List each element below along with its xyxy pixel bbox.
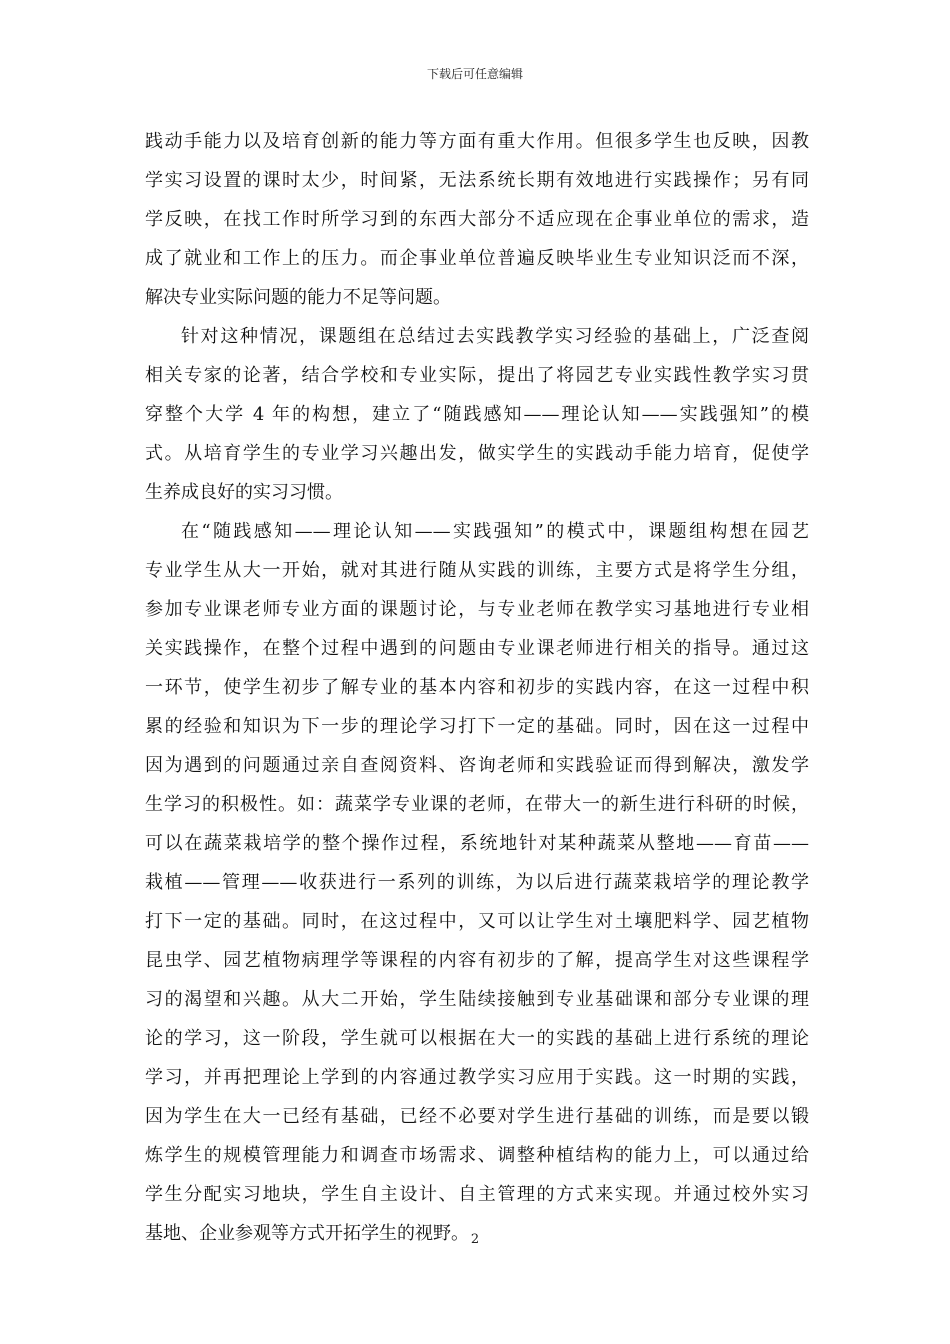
page-number: 2 [470,1232,480,1247]
text-line: 习的渴望和兴趣。从大二开始，学生陆续接触到专业基础课和部分专业课的理 [145,989,809,1010]
text-line: 论的学习，这一阶段，学生就可以根据在大一的实践的基础上进行系统的理论 [145,1028,809,1049]
text-line: 解决专业实际问题的能力不足等问题。 [145,287,451,308]
text-line: 相关专家的论著，结合学校和专业实际，提出了将园艺专业实践性教学实习贯 [145,365,809,386]
text-line: 践动手能力以及培育创新的能力等方面有重大作用。但很多学生也反映，因教 [145,131,809,152]
text-line: 关实践操作，在整个过程中遇到的问题由专业课老师进行相关的指导。通过这 [145,638,809,659]
text-line: 学习，并再把理论上学到的内容通过教学实习应用于实践。这一时期的实践， [145,1067,809,1088]
text-line: 在“随践感知——理论认知——实践强知”的模式中，课题组构想在园艺 [181,521,809,542]
text-line: 打下一定的基础。同时，在这过程中，又可以让学生对土壤肥料学、园艺植物 [145,911,809,932]
text-line: 生学习的积极性。如：蔬菜学专业课的老师，在带大一的新生进行科研的时候， [145,794,809,815]
text-line: 穿整个大学 4 年的构想，建立了“随践感知——理论认知——实践强知”的模 [145,404,809,425]
document-body [145,122,809,1253]
text-line: 学生分配实习地块，学生自主设计、自主管理的方式来实现。并通过校外实习 [145,1184,809,1205]
text-line: 昆虫学、园艺植物病理学等课程的内容有初步的了解，提高学生对这些课程学 [145,950,809,971]
text-line: 可以在蔬菜栽培学的整个操作过程，系统地针对某种蔬菜从整地——育苗—— [145,833,809,854]
text-line: 专业学生从大一开始，就对其进行随从实践的训练，主要方式是将学生分组， [145,560,809,581]
text-line: 因为遇到的问题通过亲自查阅资料、咨询老师和实践验证而得到解决，激发学 [145,755,809,776]
text-line: 参加专业课老师专业方面的课题讨论，与专业老师在教学实习基地进行专业相 [145,599,809,620]
text-line: 因为学生在大一已经有基础，已经不必要对学生进行基础的训练，而是要以锻 [145,1106,809,1127]
text-line: 累的经验和知识为下一步的理论学习打下一定的基础。同时，因在这一过程中 [145,716,809,737]
text-line: 针对这种情况，课题组在总结过去实践教学实习经验的基础上，广泛查阅 [181,326,809,347]
text-line: 基地、企业参观等方式开拓学生的视野。 [145,1223,469,1244]
page-header: 下载后可任意编辑 [426,67,523,81]
text-line: 生养成良好的实习习惯。 [145,482,343,503]
paragraph [145,317,809,512]
text-line: 学实习设置的课时太少，时间紧，无法系统长期有效地进行实践操作；另有同 [145,170,809,191]
paragraph [145,512,809,1253]
text-line: 一环节，使学生初步了解专业的基本内容和初步的实践内容，在这一过程中积 [145,677,809,698]
text-line: 栽植——管理——收获进行一系列的训练，为以后进行蔬菜栽培学的理论教学 [145,872,809,893]
paragraph [145,122,809,317]
text-line: 学反映，在找工作时所学习到的东西大部分不适应现在企事业单位的需求，造 [145,209,809,230]
text-line: 式。从培育学生的专业学习兴趣出发，做实学生的实践动手能力培育，促使学 [145,443,809,464]
text-line: 炼学生的规模管理能力和调查市场需求、调整种植结构的能力上，可以通过给 [145,1145,809,1166]
text-line: 成了就业和工作上的压力。而企事业单位普遍反映毕业生专业知识泛而不深， [145,248,809,269]
